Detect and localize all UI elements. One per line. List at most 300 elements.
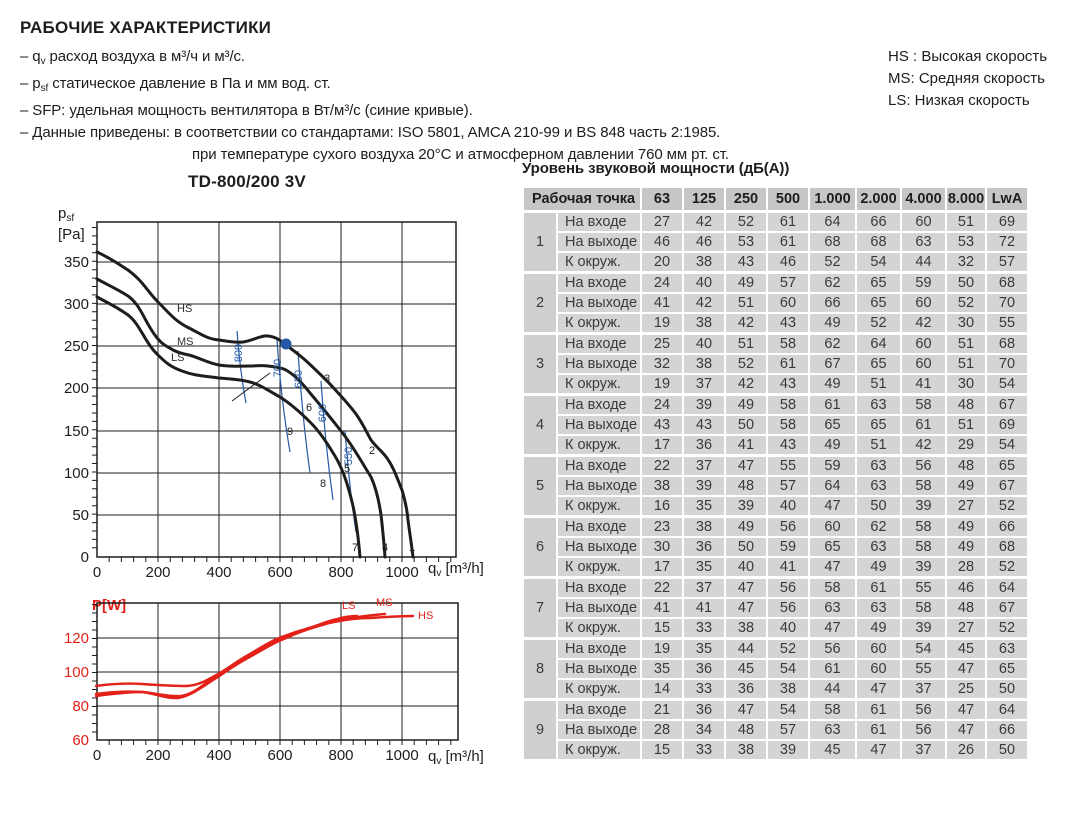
value-cell: 51	[946, 415, 986, 435]
value-cell: 45	[809, 740, 856, 761]
value-cell: 41	[641, 598, 683, 618]
value-cell: 59	[901, 273, 946, 294]
value-cell: 37	[901, 679, 946, 700]
value-cell: 41	[683, 598, 725, 618]
value-cell: 20	[641, 252, 683, 273]
value-cell: 47	[946, 720, 986, 740]
value-cell: 38	[683, 517, 725, 538]
value-cell: 23	[641, 517, 683, 538]
power-ytick-100: 100	[63, 664, 89, 681]
value-cell: 44	[901, 252, 946, 273]
value-cell: 60	[901, 212, 946, 233]
power-xtick-800: 800	[328, 747, 354, 764]
power-ms-label: MS	[376, 597, 393, 609]
sound-table-body	[523, 212, 1028, 761]
power-xtick-400: 400	[206, 747, 232, 764]
value-cell: 39	[725, 496, 767, 517]
power-ytick-80: 80	[72, 698, 89, 715]
legend-hs: HS : Высокая скорость	[888, 48, 1048, 65]
table-header-row	[523, 187, 1028, 212]
value-cell: 28	[946, 557, 986, 578]
table-row	[523, 557, 1028, 578]
value-cell: 47	[725, 456, 767, 477]
value-cell: 60	[809, 517, 856, 538]
col-header-250: 250	[725, 187, 767, 212]
value-cell: 52	[725, 354, 767, 374]
value-cell: 55	[901, 578, 946, 599]
value-cell: 48	[725, 720, 767, 740]
value-cell: 63	[856, 476, 901, 496]
value-cell: 70	[986, 293, 1028, 313]
measure-label-cell: На входе	[557, 273, 641, 294]
value-cell: 49	[725, 273, 767, 294]
col-header-125: 125	[683, 187, 725, 212]
value-cell: 60	[856, 659, 901, 679]
fan-xtick-1000: 1000	[385, 564, 419, 581]
value-cell: 52	[856, 313, 901, 334]
value-cell: 53	[946, 232, 986, 252]
value-cell: 29	[946, 435, 986, 456]
value-cell: 49	[856, 618, 901, 639]
point-label-1: 1	[408, 542, 416, 554]
value-cell: 21	[641, 700, 683, 721]
value-cell: 51	[856, 374, 901, 395]
sfp-label-650: 650	[293, 369, 305, 389]
point-number-cell: 7	[523, 578, 557, 639]
value-cell: 51	[725, 293, 767, 313]
value-cell: 50	[725, 537, 767, 557]
value-cell: 47	[809, 496, 856, 517]
fan-ytick-200: 200	[63, 380, 89, 397]
value-cell: 41	[901, 374, 946, 395]
value-cell: 58	[901, 395, 946, 416]
value-cell: 64	[856, 334, 901, 355]
power-xtick-0: 0	[92, 747, 102, 764]
value-cell: 57	[767, 720, 809, 740]
page-title: РАБОЧИЕ ХАРАКТЕРИСТИКИ	[20, 18, 272, 37]
value-cell: 65	[856, 354, 901, 374]
value-cell: 41	[725, 435, 767, 456]
value-cell: 26	[946, 740, 986, 761]
value-cell: 17	[641, 435, 683, 456]
value-cell: 61	[901, 415, 946, 435]
value-cell: 49	[725, 517, 767, 538]
value-cell: 43	[767, 435, 809, 456]
point-label-3: 3	[323, 373, 331, 385]
speed-legend	[888, 46, 1047, 112]
value-cell: 43	[767, 313, 809, 334]
value-cell: 33	[683, 618, 725, 639]
value-cell: 51	[856, 435, 901, 456]
value-cell: 39	[683, 395, 725, 416]
power-xtick-600: 600	[267, 747, 293, 764]
value-cell: 67	[986, 395, 1028, 416]
value-cell: 59	[809, 456, 856, 477]
value-cell: 24	[641, 395, 683, 416]
value-cell: 47	[946, 700, 986, 721]
value-cell: 55	[767, 456, 809, 477]
value-cell: 68	[986, 537, 1028, 557]
value-cell: 36	[683, 700, 725, 721]
value-cell: 61	[856, 578, 901, 599]
value-cell: 64	[986, 578, 1028, 599]
table-row	[523, 496, 1028, 517]
value-cell: 38	[725, 740, 767, 761]
sfp-label-550: 550	[343, 446, 355, 466]
measure-label-cell: На входе	[557, 517, 641, 538]
value-cell: 25	[946, 679, 986, 700]
fan-chart-grid	[97, 222, 456, 557]
value-cell: 52	[725, 212, 767, 233]
value-cell: 37	[683, 374, 725, 395]
value-cell: 49	[946, 517, 986, 538]
value-cell: 30	[946, 374, 986, 395]
point-number-cell: 2	[523, 273, 557, 334]
value-cell: 65	[809, 415, 856, 435]
point-label-2: 2	[368, 445, 376, 457]
value-cell: 66	[986, 720, 1028, 740]
value-cell: 27	[946, 618, 986, 639]
value-cell: 49	[946, 537, 986, 557]
table-row	[523, 679, 1028, 700]
fan-ytick-300: 300	[63, 296, 89, 313]
point-number-cell: 6	[523, 517, 557, 578]
value-cell: 52	[986, 557, 1028, 578]
value-cell: 35	[683, 496, 725, 517]
col-header-working-point: Рабочая точка	[523, 187, 641, 212]
value-cell: 60	[767, 293, 809, 313]
table-row	[523, 517, 1028, 538]
measure-label-cell: К окруж.	[557, 679, 641, 700]
value-cell: 61	[809, 659, 856, 679]
power-curve-hs	[96, 616, 413, 686]
value-cell: 57	[767, 273, 809, 294]
value-cell: 37	[683, 456, 725, 477]
value-cell: 52	[946, 293, 986, 313]
value-cell: 63	[809, 598, 856, 618]
point-label-8: 8	[319, 478, 327, 490]
col-header-lwa: LwA	[986, 187, 1028, 212]
fan-ytick-100: 100	[63, 465, 89, 482]
value-cell: 30	[946, 313, 986, 334]
value-cell: 61	[856, 720, 901, 740]
fan-chart-x-axis-unit: $q_v$ [m³/h]	[428, 560, 484, 579]
value-cell: 48	[725, 476, 767, 496]
table-row	[523, 334, 1028, 355]
value-cell: 61	[767, 354, 809, 374]
value-cell: 40	[725, 557, 767, 578]
value-cell: 52	[767, 639, 809, 660]
table-row	[523, 415, 1028, 435]
value-cell: 63	[901, 232, 946, 252]
value-cell: 54	[986, 374, 1028, 395]
header-section	[20, 18, 729, 166]
measure-label-cell: На входе	[557, 395, 641, 416]
value-cell: 54	[856, 252, 901, 273]
point-number-cell: 5	[523, 456, 557, 517]
measure-label-cell: На выходе	[557, 293, 641, 313]
value-cell: 69	[986, 212, 1028, 233]
value-cell: 68	[809, 232, 856, 252]
measure-label-cell: К окруж.	[557, 313, 641, 334]
value-cell: 58	[809, 700, 856, 721]
value-cell: 28	[641, 720, 683, 740]
value-cell: 54	[767, 659, 809, 679]
value-cell: 42	[901, 313, 946, 334]
fan-curve-ls	[97, 297, 360, 557]
power-xtick-1000: 1000	[385, 747, 419, 764]
col-header-4000: 4.000	[901, 187, 946, 212]
power-ytick-120: 120	[63, 630, 89, 647]
value-cell: 50	[946, 273, 986, 294]
value-cell: 50	[986, 679, 1028, 700]
fan-curve-hs	[97, 252, 416, 557]
value-cell: 15	[641, 618, 683, 639]
value-cell: 67	[809, 354, 856, 374]
fan-xtick-200: 200	[145, 564, 171, 581]
value-cell: 41	[641, 293, 683, 313]
value-cell: 60	[901, 354, 946, 374]
col-header-8000: 8.000	[946, 187, 986, 212]
value-cell: 39	[683, 476, 725, 496]
col-header-500: 500	[767, 187, 809, 212]
value-cell: 61	[767, 232, 809, 252]
legend-ls: LS: Низкая скорость	[888, 92, 1030, 109]
value-cell: 49	[946, 476, 986, 496]
value-cell: 42	[725, 313, 767, 334]
value-cell: 42	[683, 293, 725, 313]
point-label-7: 7	[351, 542, 359, 554]
value-cell: 68	[986, 334, 1028, 355]
value-cell: 62	[809, 334, 856, 355]
point-number-cell: 9	[523, 700, 557, 761]
value-cell: 49	[856, 557, 901, 578]
value-cell: 47	[856, 679, 901, 700]
table-row	[523, 313, 1028, 334]
value-cell: 62	[856, 517, 901, 538]
measure-label-cell: На выходе	[557, 354, 641, 374]
power-ls-label: LS	[342, 600, 356, 612]
value-cell: 62	[809, 273, 856, 294]
col-header-1000: 1.000	[809, 187, 856, 212]
measure-label-cell: На входе	[557, 700, 641, 721]
value-cell: 47	[725, 700, 767, 721]
value-cell: 57	[986, 252, 1028, 273]
value-cell: 38	[683, 354, 725, 374]
value-cell: 65	[986, 659, 1028, 679]
value-cell: 63	[856, 395, 901, 416]
value-cell: 40	[767, 618, 809, 639]
value-cell: 66	[809, 293, 856, 313]
value-cell: 58	[809, 578, 856, 599]
value-cell: 70	[986, 354, 1028, 374]
table-row	[523, 639, 1028, 660]
measure-label-cell: На входе	[557, 334, 641, 355]
col-header-2000: 2.000	[856, 187, 901, 212]
value-cell: 56	[767, 517, 809, 538]
value-cell: 51	[946, 212, 986, 233]
measure-label-cell: На входе	[557, 212, 641, 233]
point-number-cell: 4	[523, 395, 557, 456]
point-number-cell: 1	[523, 212, 557, 273]
value-cell: 35	[683, 639, 725, 660]
point-label-6: 6	[305, 402, 313, 414]
table-row	[523, 659, 1028, 679]
value-cell: 47	[725, 578, 767, 599]
value-cell: 42	[725, 374, 767, 395]
value-cell: 47	[809, 557, 856, 578]
spec-line-conditions: при температуре сухого воздуха 20°C и атмосферном давлении 760 мм рт. ст.	[192, 146, 729, 163]
value-cell: 68	[986, 273, 1028, 294]
value-cell: 38	[683, 313, 725, 334]
sfp-label-800: 800	[233, 343, 245, 363]
sfp-label-700: 700	[272, 358, 284, 378]
value-cell: 39	[901, 496, 946, 517]
value-cell: 60	[856, 639, 901, 660]
power-curve-ls	[96, 616, 357, 698]
value-cell: 49	[809, 313, 856, 334]
value-cell: 45	[725, 659, 767, 679]
table-row	[523, 354, 1028, 374]
fan-ytick-250: 250	[63, 338, 89, 355]
value-cell: 67	[986, 476, 1028, 496]
value-cell: 22	[641, 456, 683, 477]
value-cell: 36	[683, 659, 725, 679]
value-cell: 15	[641, 740, 683, 761]
measure-label-cell: На входе	[557, 639, 641, 660]
value-cell: 16	[641, 496, 683, 517]
value-cell: 40	[767, 496, 809, 517]
value-cell: 39	[901, 618, 946, 639]
value-cell: 33	[683, 740, 725, 761]
value-cell: 69	[986, 415, 1028, 435]
table-row	[523, 395, 1028, 416]
value-cell: 40	[683, 334, 725, 355]
sound-table-section	[522, 160, 1029, 762]
value-cell: 57	[767, 476, 809, 496]
value-cell: 65	[856, 293, 901, 313]
spec-line-airflow: – $q_v$ расход воздуха в м³/ч и м³/с.	[20, 48, 245, 67]
value-cell: 58	[767, 415, 809, 435]
value-cell: 55	[901, 659, 946, 679]
value-cell: 54	[901, 639, 946, 660]
value-cell: 42	[901, 435, 946, 456]
table-row	[523, 374, 1028, 395]
measure-label-cell: На выходе	[557, 720, 641, 740]
value-cell: 68	[856, 232, 901, 252]
power-ytick-60: 60	[72, 732, 89, 749]
value-cell: 72	[986, 232, 1028, 252]
value-cell: 63	[856, 456, 901, 477]
value-cell: 59	[767, 537, 809, 557]
value-cell: 54	[986, 435, 1028, 456]
value-cell: 66	[986, 517, 1028, 538]
value-cell: 38	[725, 618, 767, 639]
fan-xtick-800: 800	[328, 564, 354, 581]
value-cell: 63	[856, 537, 901, 557]
value-cell: 56	[767, 598, 809, 618]
fan-ytick-50: 50	[72, 507, 89, 524]
value-cell: 53	[725, 232, 767, 252]
sound-power-table	[522, 186, 1029, 762]
value-cell: 52	[986, 496, 1028, 517]
value-cell: 41	[767, 557, 809, 578]
value-cell: 60	[901, 293, 946, 313]
value-cell: 36	[683, 435, 725, 456]
value-cell: 51	[946, 354, 986, 374]
value-cell: 56	[901, 456, 946, 477]
value-cell: 58	[901, 517, 946, 538]
measure-label-cell: На выходе	[557, 598, 641, 618]
value-cell: 63	[986, 639, 1028, 660]
value-cell: 39	[901, 557, 946, 578]
value-cell: 58	[767, 334, 809, 355]
value-cell: 65	[856, 273, 901, 294]
measure-label-cell: На выходе	[557, 415, 641, 435]
value-cell: 51	[725, 334, 767, 355]
spec-line-standards: – Данные приведены: в соответствии со стандартами: ISO 5801, AMCA 210-99 и BS 848 часть 2:1985.	[20, 124, 721, 141]
power-xtick-200: 200	[145, 747, 171, 764]
value-cell: 58	[901, 537, 946, 557]
value-cell: 25	[641, 334, 683, 355]
table-row	[523, 598, 1028, 618]
value-cell: 63	[809, 720, 856, 740]
power-chart-grid	[97, 603, 458, 740]
value-cell: 43	[725, 252, 767, 273]
value-cell: 37	[683, 578, 725, 599]
value-cell: 46	[641, 232, 683, 252]
value-cell: 61	[809, 395, 856, 416]
legend-ms: MS: Средняя скорость	[888, 70, 1045, 87]
measure-label-cell: На выходе	[557, 659, 641, 679]
measure-label-cell: На выходе	[557, 476, 641, 496]
point-number-cell: 3	[523, 334, 557, 395]
value-cell: 46	[767, 252, 809, 273]
value-cell: 50	[986, 740, 1028, 761]
value-cell: 50	[725, 415, 767, 435]
value-cell: 49	[809, 435, 856, 456]
value-cell: 44	[725, 639, 767, 660]
value-cell: 19	[641, 639, 683, 660]
col-header-63: 63	[641, 187, 683, 212]
point-label-9: 9	[286, 426, 294, 438]
table-row	[523, 720, 1028, 740]
value-cell: 27	[946, 496, 986, 517]
value-cell: 58	[901, 476, 946, 496]
value-cell: 38	[641, 476, 683, 496]
measure-label-cell: К окруж.	[557, 374, 641, 395]
table-row	[523, 232, 1028, 252]
value-cell: 65	[856, 415, 901, 435]
value-cell: 58	[767, 395, 809, 416]
measure-label-cell: На входе	[557, 456, 641, 477]
value-cell: 64	[809, 476, 856, 496]
value-cell: 35	[683, 557, 725, 578]
fan-ytick-150: 150	[63, 423, 89, 440]
value-cell: 44	[809, 679, 856, 700]
value-cell: 27	[641, 212, 683, 233]
value-cell: 24	[641, 273, 683, 294]
value-cell: 45	[946, 639, 986, 660]
value-cell: 56	[901, 720, 946, 740]
value-cell: 48	[946, 598, 986, 618]
table-row	[523, 435, 1028, 456]
value-cell: 61	[767, 212, 809, 233]
measure-label-cell: К окруж.	[557, 496, 641, 517]
value-cell: 48	[946, 456, 986, 477]
value-cell: 36	[725, 679, 767, 700]
measure-label-cell: На входе	[557, 578, 641, 599]
